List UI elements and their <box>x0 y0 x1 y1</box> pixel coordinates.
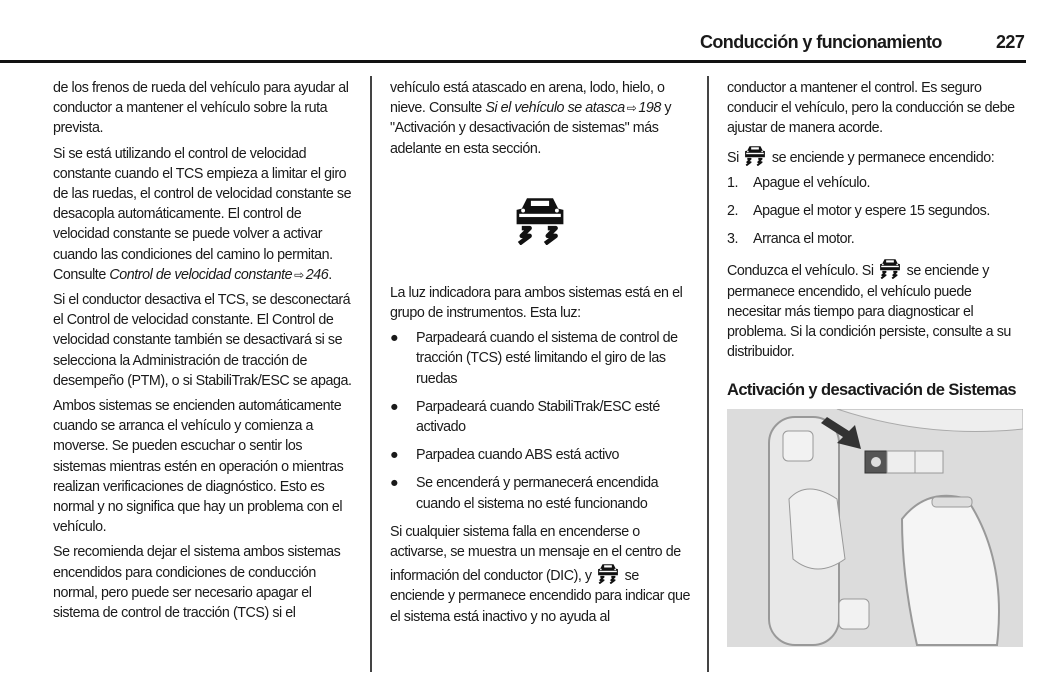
step-number: 1. <box>727 174 739 191</box>
paragraph: de los frenos de rueda del vehículo para ayudar al conductor a mantener el vehículo sobre la ruta prevista. <box>53 80 349 137</box>
cross-reference[interactable]: Control de velocidad constante <box>109 266 293 283</box>
list-item <box>727 173 1027 193</box>
page-number: 227 <box>996 32 1025 52</box>
text: se enciende y permanece encendido para indicar que el sistema está inactivo y no ayuda al <box>390 568 690 625</box>
traction-control-icon <box>744 144 766 166</box>
reference-page[interactable]: 198 <box>638 100 661 117</box>
list-item <box>390 328 690 389</box>
text: Si se está utilizando el control de velocidad constante cuando el TCS empieza a limitar el giro de las ruedas, el control de velocidad constante se desacopla automáticamente. El control de velocidad constante se puede volver a activar cuando las condiciones del camino lo permitan. Consulte <box>53 145 352 283</box>
bullet-icon: ● <box>390 475 399 492</box>
paragraph <box>390 522 690 627</box>
step-text: Apague el vehículo. <box>753 174 871 191</box>
text: Conduzca el vehículo. Si <box>727 263 878 280</box>
step-number: 2. <box>727 203 739 220</box>
list-item <box>390 473 690 513</box>
text: vehículo está atascado en arena, lodo, hielo, o nieve. Consulte <box>390 80 665 117</box>
column-3 <box>727 78 1027 647</box>
list-item <box>390 397 690 437</box>
paragraph: conductor a mantener el control. Es seguro conducir el vehículo, pero la conducción se debe ajustar de manera acorde. <box>727 80 1015 137</box>
paragraph: Si se está utilizando el control de velocidad constante cuando el TCS empieza a limitar el giro de las ruedas, el control de velocidad constante se desacopla automáticamente. El control de velocidad constante se puede volver a activar cuando las condiciones del camino lo permitan. Consulte Control de velocidad constante ⇨ 246. <box>53 144 353 285</box>
reference-page[interactable]: 246 <box>305 266 329 283</box>
console-illustration <box>727 409 1023 647</box>
column-divider <box>707 76 709 672</box>
paragraph <box>727 144 1027 168</box>
list-item <box>727 229 1027 249</box>
paragraph: La luz indicadora para ambos sistemas está en el grupo de instrumentos. Esta luz: <box>390 284 683 322</box>
step-number: 3. <box>727 231 739 248</box>
traction-control-icon <box>879 257 901 279</box>
header-rule <box>0 60 1026 63</box>
list-item <box>727 201 1027 221</box>
traction-control-icon <box>597 562 619 584</box>
text: y "Activación y desactivación de sistemas" más adelante en esta sección. <box>390 100 672 157</box>
step-text: Arranca el motor. <box>753 231 855 248</box>
text: se enciende y permanece encendido, el vehículo puede necesitar más tiempo para diagnosticar el problema. Si la condición persiste, consulte a su distribuidor. <box>727 263 1011 361</box>
numbered-list <box>727 173 1027 250</box>
reference-arrow-icon: ⇨ <box>626 101 637 116</box>
bullet-icon: ● <box>390 398 399 415</box>
text: se enciende y permanece encendido: <box>768 149 995 166</box>
bullet-icon: ● <box>390 447 399 464</box>
cross-reference[interactable]: Si el vehículo se atasca <box>485 100 625 117</box>
paragraph <box>727 257 1027 362</box>
bullet-icon: ● <box>390 330 399 347</box>
bullet-list <box>390 328 690 514</box>
column-1 <box>53 78 353 628</box>
list-item-text: Parpadeará cuando StabiliTrak/ESC esté activado <box>416 398 660 436</box>
text: Si <box>727 149 743 166</box>
paragraph: Ambos sistemas se encienden automáticamente cuando se arranca el vehículo y comienza a moverse. Se pueden escuchar o sentir los sistemas mientras estén en operación o mientras realizan verificaciones de diagnóstico. Esto es normal y no significa que hay un problema con el vehículo. <box>53 398 344 536</box>
list-item-text: Parpadeará cuando el sistema de control de tracción (TCS) esté limitando el giro de las ruedas <box>416 330 678 387</box>
step-text: Apague el motor y espere 15 segundos. <box>753 203 990 220</box>
text: Si cualquier sistema falla en encenderse o activarse, se muestra un mensaje en el centro de información del conductor (DIC), y <box>390 523 681 585</box>
running-header-title: Conducción y funcionamiento <box>700 32 942 52</box>
paragraph: Si el conductor desactiva el TCS, se desconectará el Control de velocidad constante. El Control de velocidad constante también se desactivará si se selecciona la Administración de tracción de desempeño (PTM), o si StabiliTrak/ESC se apaga. <box>53 292 352 389</box>
paragraph: Se recomienda dejar el sistema ambos sistemas encendidos para condiciones de conducción normal, pero puede ser necesario apagar el sistema de control de tracción (TCS) si el <box>53 544 341 622</box>
column-2 <box>390 78 690 632</box>
reference-arrow-icon: ⇨ <box>294 267 304 282</box>
traction-control-icon <box>514 193 566 245</box>
section-heading: Activación y desactivación de Sistemas <box>727 381 1017 400</box>
list-item-text: Parpadea cuando ABS está activo <box>416 447 620 464</box>
column-divider <box>370 76 372 672</box>
list-item-text: Se encenderá y permanecerá encendida cuando el sistema no esté funcionando <box>416 475 659 512</box>
list-item <box>390 445 690 465</box>
paragraph <box>390 78 690 159</box>
